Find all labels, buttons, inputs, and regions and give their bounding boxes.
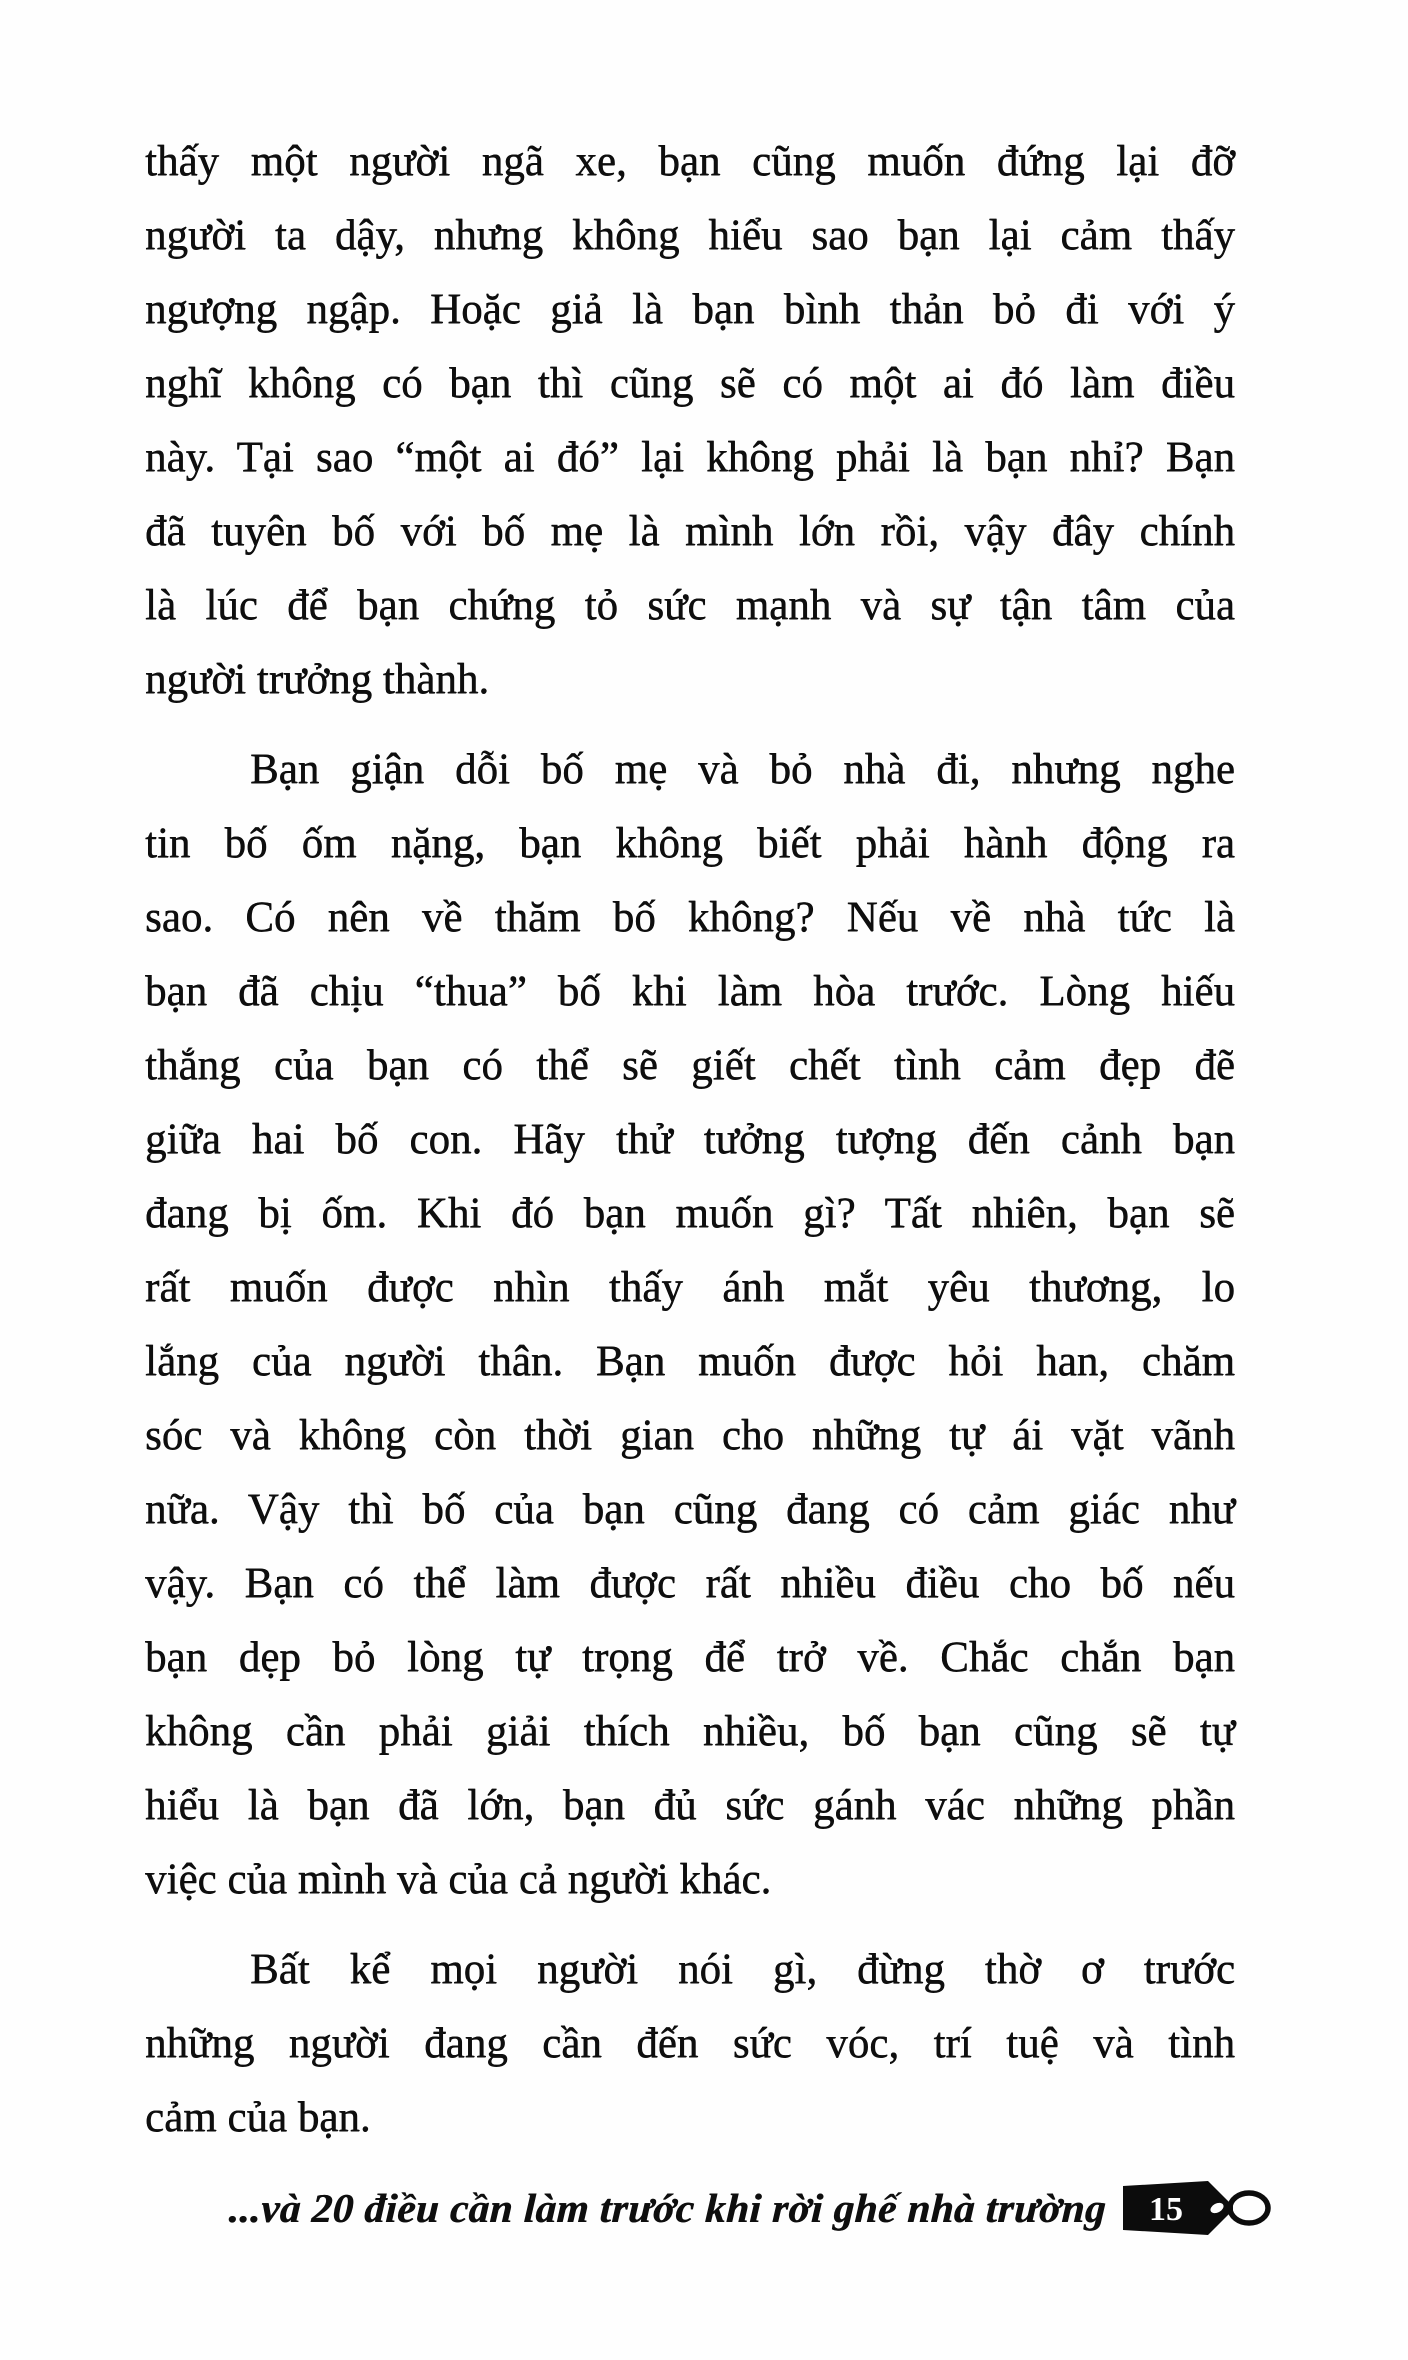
text-line: đã tuyên bố với bố mẹ là mình lớn rồi, vậy đây chính <box>145 508 1235 555</box>
page-number-tag <box>1120 2179 1272 2237</box>
page-number: 15 <box>1149 2191 1183 2228</box>
text-line: sao. Có nên về thăm bố không? Nếu về nhà tức là <box>145 894 1235 941</box>
text-line: thắng của bạn có thể sẽ giết chết tình cảm đẹp đẽ <box>145 1042 1235 1089</box>
body-text <box>145 125 1235 2155</box>
text-line: rất muốn được nhìn thấy ánh mắt yêu thương, lo <box>145 1264 1235 1311</box>
text-line: bạn dẹp bỏ lòng tự trọng để trở về. Chắc chắn bạn <box>145 1634 1235 1681</box>
text-line: sóc và không còn thời gian cho những tự ái vặt vãnh <box>145 1412 1235 1459</box>
text-line: những người đang cần đến sức vóc, trí tuệ và tình <box>145 2020 1235 2067</box>
text-line: ngượng ngập. Hoặc giả là bạn bình thản bỏ đi với ý <box>145 286 1235 333</box>
text-line: thấy một người ngã xe, bạn cũng muốn đứng lại đỡ <box>145 138 1235 185</box>
text-line: Bất kể mọi người nói gì, đừng thờ ơ trước <box>250 1946 1235 1993</box>
text-line: việc của mình và của cả người khác. <box>145 1856 772 1903</box>
text-line: là lúc để bạn chứng tỏ sức mạnh và sự tận tâm của <box>145 582 1235 629</box>
text-line: giữa hai bố con. Hãy thử tưởng tượng đến cảnh bạn <box>145 1116 1235 1163</box>
text-line: cảm của bạn. <box>145 2094 371 2141</box>
text-line: bạn đã chịu “thua” bố khi làm hòa trước. Lòng hiếu <box>145 968 1235 1015</box>
page-footer <box>229 2176 1272 2240</box>
text-line: này. Tại sao “một ai đó” lại không phải là bạn nhỉ? Bạn <box>145 434 1235 481</box>
text-line: không cần phải giải thích nhiều, bố bạn cũng sẽ tự <box>145 1708 1235 1755</box>
text-line: tin bố ốm nặng, bạn không biết phải hành động ra <box>145 820 1235 867</box>
text-line: vậy. Bạn có thể làm được rất nhiều điều cho bố nếu <box>145 1560 1235 1607</box>
text-line: người ta dậy, nhưng không hiểu sao bạn lại cảm thấy <box>145 212 1235 259</box>
text-line: lắng của người thân. Bạn muốn được hỏi han, chăm <box>145 1338 1235 1385</box>
tag-string-loop <box>1230 2193 1268 2223</box>
text-line: người trưởng thành. <box>145 656 490 703</box>
text-line: Bạn giận dỗi bố mẹ và bỏ nhà đi, nhưng nghe <box>250 746 1235 793</box>
tag-icon <box>1120 2179 1272 2237</box>
text-line: nữa. Vậy thì bố của bạn cũng đang có cảm giác như <box>145 1486 1235 1533</box>
text-line: nghĩ không có bạn thì cũng sẽ có một ai đó làm điều <box>145 360 1235 407</box>
text-line: hiểu là bạn đã lớn, bạn đủ sức gánh vác những phần <box>145 1782 1235 1829</box>
text-line: đang bị ốm. Khi đó bạn muốn gì? Tất nhiên, bạn sẽ <box>145 1190 1235 1237</box>
running-title: ...và 20 điều cần làm trước khi rời ghế nhà trường <box>227 2185 1108 2231</box>
